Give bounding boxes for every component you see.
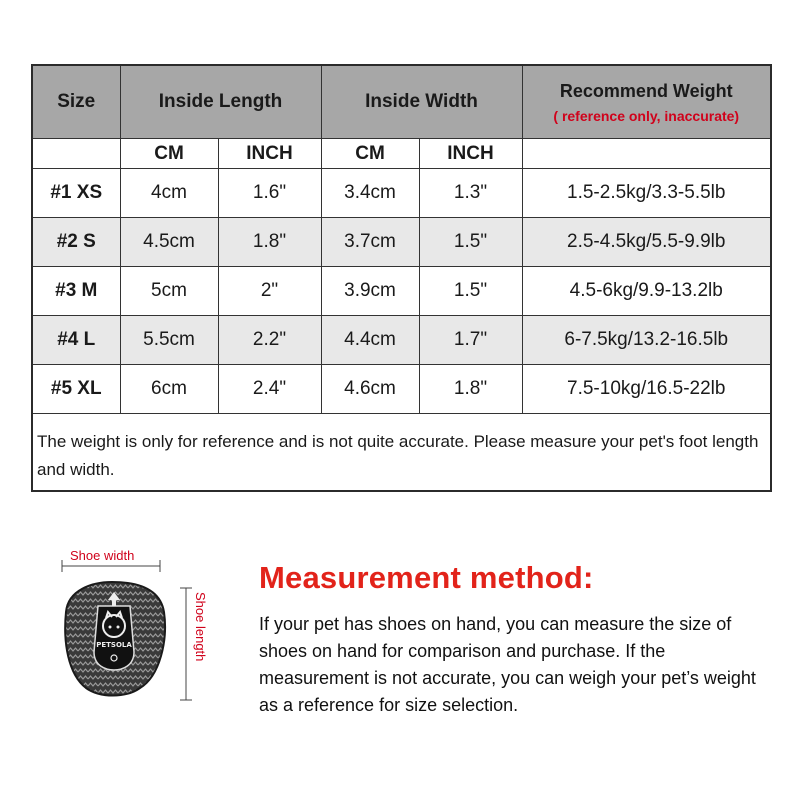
- length-cm-cell: 4.5cm: [120, 218, 218, 267]
- shoe-measure-diagram: [48, 548, 218, 708]
- width-cm-cell: 4.4cm: [321, 316, 419, 365]
- header-row: [33, 66, 770, 139]
- measurement-method-title: Measurement method:: [259, 560, 594, 595]
- table-row: [33, 169, 770, 218]
- weight-cell: 7.5-10kg/16.5-22lb: [522, 365, 770, 414]
- table-row: [33, 218, 770, 267]
- table-row: [33, 365, 770, 414]
- width-inch-cell: 1.8": [419, 365, 522, 414]
- length-cm-cell: 6cm: [120, 365, 218, 414]
- header-inside-length: Inside Length: [120, 66, 321, 139]
- unit-width-cm: CM: [321, 139, 419, 169]
- length-inch-cell: 2.2": [218, 316, 321, 365]
- table-row: [33, 316, 770, 365]
- unit-length-inch: INCH: [218, 139, 321, 169]
- units-row: [33, 139, 770, 169]
- length-cm-cell: 5cm: [120, 267, 218, 316]
- table-row: [33, 267, 770, 316]
- weight-note: The weight is only for reference and is not quite accurate. Please measure your pet's foot length and width.: [37, 432, 759, 479]
- unit-weight-blank: [522, 139, 770, 169]
- weight-cell: 2.5-4.5kg/5.5-9.9lb: [522, 218, 770, 267]
- weight-cell: 6-7.5kg/13.2-16.5lb: [522, 316, 770, 365]
- weight-cell: 4.5-6kg/9.9-13.2lb: [522, 267, 770, 316]
- length-inch-cell: 1.8": [218, 218, 321, 267]
- measurement-method-text: If your pet has shoes on hand, you can measure the size of shoes on hand for comparison and purchase. If the measurement is not accurate, you can weigh your pet’s weight as a reference for size selection.: [259, 614, 756, 715]
- size-cell: #3 M: [33, 267, 120, 316]
- logo-text: PETSOLA: [96, 641, 132, 649]
- header-size: Size: [33, 66, 120, 139]
- unit-length-cm: CM: [120, 139, 218, 169]
- width-cm-cell: 4.6cm: [321, 365, 419, 414]
- width-inch-cell: 1.7": [419, 316, 522, 365]
- width-cm-cell: 3.9cm: [321, 267, 419, 316]
- header-recommend-weight: [522, 66, 770, 139]
- header-inside-width: Inside Width: [321, 66, 522, 139]
- shoe-length-label: Shoe length: [193, 592, 208, 662]
- unit-blank: [33, 139, 120, 169]
- size-table: [33, 66, 770, 414]
- weight-cell: 1.5-2.5kg/3.3-5.5lb: [522, 169, 770, 218]
- shoe-width-label: Shoe width: [70, 548, 135, 563]
- size-cell: #2 S: [33, 218, 120, 267]
- width-inch-cell: 1.5": [419, 218, 522, 267]
- size-cell: #5 XL: [33, 365, 120, 414]
- size-cell: #4 L: [33, 316, 120, 365]
- length-cm-cell: 5.5cm: [120, 316, 218, 365]
- length-inch-cell: 2": [218, 267, 321, 316]
- size-cell: #1 XS: [33, 169, 120, 218]
- length-cm-cell: 4cm: [120, 169, 218, 218]
- length-inch-cell: 2.4": [218, 365, 321, 414]
- length-inch-cell: 1.6": [218, 169, 321, 218]
- recommend-weight-title: Recommend Weight: [559, 80, 733, 101]
- unit-width-inch: INCH: [419, 139, 522, 169]
- width-inch-cell: 1.3": [419, 169, 522, 218]
- width-cm-cell: 3.4cm: [321, 169, 419, 218]
- width-inch-cell: 1.5": [419, 267, 522, 316]
- recommend-weight-note: ( reference only, inaccurate): [553, 107, 740, 124]
- size-chart: [31, 64, 772, 492]
- width-cm-cell: 3.7cm: [321, 218, 419, 267]
